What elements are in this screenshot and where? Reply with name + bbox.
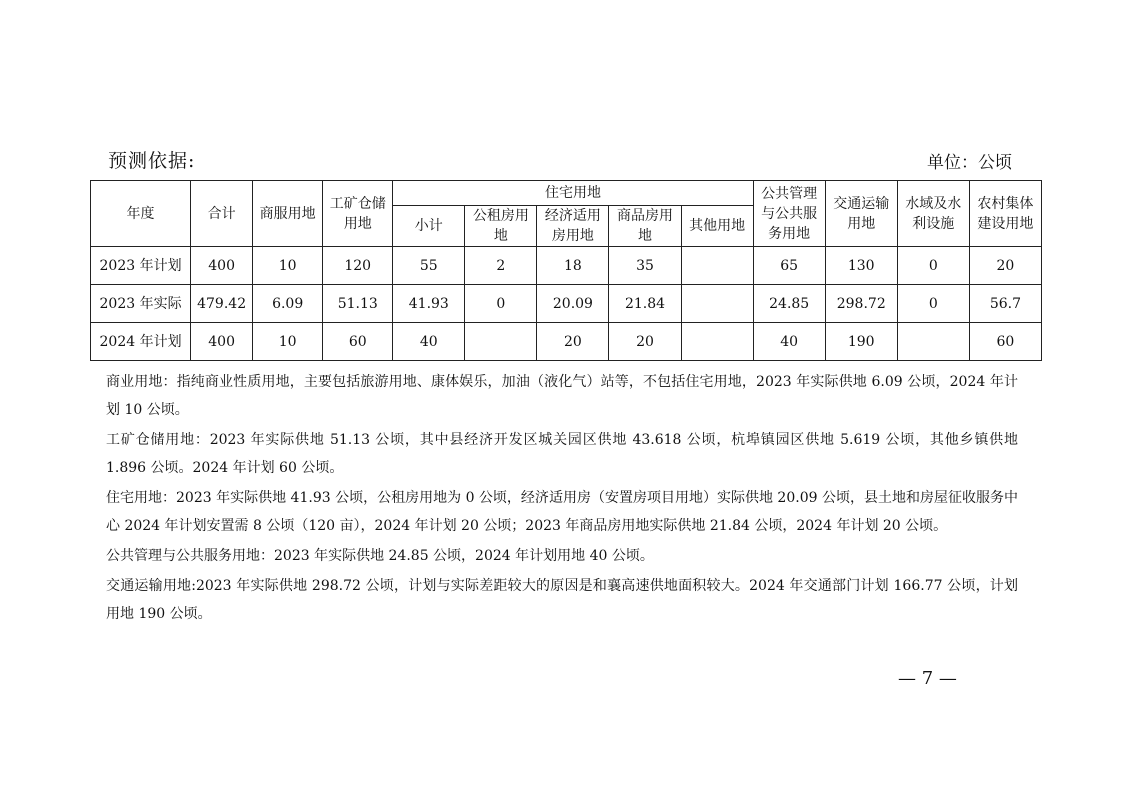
table-row bbox=[91, 285, 1042, 323]
header-residential: 住宅用地 bbox=[393, 181, 753, 206]
header-water: 水域及水利设施 bbox=[897, 181, 969, 247]
header-industrial: 工矿仓储用地 bbox=[323, 181, 393, 247]
note-paragraph: 交通运输用地:2023 年实际供地 298.72 公顷，计划与实际差距较大的原因是和襄高速供地面积较大。2024 年交通部门计划 166.77 公顷，计划用地 190 公顷。 bbox=[106, 578, 1018, 622]
header-public-rental: 公租房用地 bbox=[465, 206, 537, 247]
cell-commercial: 10 bbox=[253, 247, 323, 285]
header-transport: 交通运输用地 bbox=[825, 181, 897, 247]
cell-rural: 56.7 bbox=[969, 285, 1041, 323]
header-public-service: 公共管理与公共服务用地 bbox=[753, 181, 825, 247]
section-title: 预测依据: bbox=[108, 150, 196, 172]
note-paragraph: 商业用地：指纯商业性质用地，主要包括旅游用地、康体娱乐，加油（液化气）站等，不包括住宅用地，2023 年实际供地 6.09 公顷，2024 年计划 10 公顷。 bbox=[106, 374, 1018, 418]
cell-water: 0 bbox=[897, 247, 969, 285]
cell-year: 2024 年计划 bbox=[91, 323, 191, 361]
notes-section bbox=[106, 368, 1018, 630]
cell-public-service: 24.85 bbox=[753, 285, 825, 323]
cell-public-rental: 0 bbox=[465, 285, 537, 323]
cell-public-service: 40 bbox=[753, 323, 825, 361]
cell-public-rental: 2 bbox=[465, 247, 537, 285]
cell-commercial: 6.09 bbox=[253, 285, 323, 323]
note-paragraph: 工矿仓储用地：2023 年实际供地 51.13 公顷，其中县经济开发区城关园区供地 43.618 公顷，杭埠镇园区供地 5.619 公顷，其他乡镇供地 1.896 公顷。2024 年计划 60 公顷。 bbox=[106, 432, 1018, 476]
header-total: 合计 bbox=[191, 181, 253, 247]
cell-affordable: 18 bbox=[537, 247, 609, 285]
cell-public-service: 65 bbox=[753, 247, 825, 285]
note-paragraph: 公共管理与公共服务用地：2023 年实际供地 24.85 公顷，2024 年计划用地 40 公顷。 bbox=[106, 548, 654, 564]
cell-subtotal: 55 bbox=[393, 247, 465, 285]
cell-transport: 298.72 bbox=[825, 285, 897, 323]
cell-industrial: 60 bbox=[323, 323, 393, 361]
note-paragraph: 住宅用地：2023 年实际供地 41.93 公顷，公租房用地为 0 公顷，经济适用房（安置房项目用地）实际供地 20.09 公顷，县土地和房屋征收服务中心 2024 年计划安置需 8 公顷（120 亩），2024 年计划 20 公顷；2023 年商品房用地实际供地 21.84 公顷，2024 年计划 20 公顷。 bbox=[106, 490, 1018, 534]
header-subtotal: 小计 bbox=[393, 206, 465, 247]
header-commercial: 商服用地 bbox=[253, 181, 323, 247]
cell-commodity: 35 bbox=[609, 247, 681, 285]
cell-rural: 60 bbox=[969, 323, 1041, 361]
header-other-residential: 其他用地 bbox=[681, 206, 753, 247]
cell-total: 400 bbox=[191, 323, 253, 361]
cell-public-rental bbox=[465, 323, 537, 361]
cell-total: 479.42 bbox=[191, 285, 253, 323]
cell-other-res bbox=[681, 285, 753, 323]
header-year: 年度 bbox=[91, 181, 191, 247]
cell-water: 0 bbox=[897, 285, 969, 323]
page-number: — 7 — bbox=[898, 668, 957, 689]
header-commodity: 商品房用地 bbox=[609, 206, 681, 247]
header-rural: 农村集体建设用地 bbox=[969, 181, 1041, 247]
cell-subtotal: 40 bbox=[393, 323, 465, 361]
cell-total: 400 bbox=[191, 247, 253, 285]
land-supply-table bbox=[90, 180, 1042, 361]
cell-transport: 190 bbox=[825, 323, 897, 361]
cell-year: 2023 年实际 bbox=[91, 285, 191, 323]
cell-industrial: 51.13 bbox=[323, 285, 393, 323]
cell-other-res bbox=[681, 323, 753, 361]
cell-commodity: 21.84 bbox=[609, 285, 681, 323]
cell-commodity: 20 bbox=[609, 323, 681, 361]
cell-year: 2023 年计划 bbox=[91, 247, 191, 285]
cell-other-res bbox=[681, 247, 753, 285]
table-row bbox=[91, 323, 1042, 361]
cell-rural: 20 bbox=[969, 247, 1041, 285]
header-affordable: 经济适用房用地 bbox=[537, 206, 609, 247]
unit-label: 单位：公顷 bbox=[927, 153, 1012, 173]
cell-subtotal: 41.93 bbox=[393, 285, 465, 323]
cell-affordable: 20 bbox=[537, 323, 609, 361]
cell-water bbox=[897, 323, 969, 361]
cell-transport: 130 bbox=[825, 247, 897, 285]
table-row bbox=[91, 247, 1042, 285]
cell-affordable: 20.09 bbox=[537, 285, 609, 323]
cell-commercial: 10 bbox=[253, 323, 323, 361]
cell-industrial: 120 bbox=[323, 247, 393, 285]
